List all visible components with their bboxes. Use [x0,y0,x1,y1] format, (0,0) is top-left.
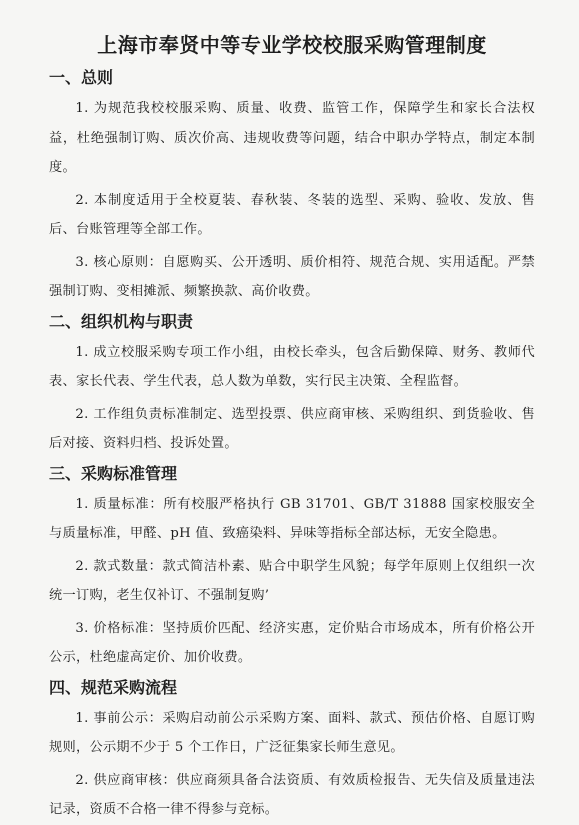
paragraph: 2. 供应商审核：供应商须具备合法资质、有效质检报告、无失信及质量违法记录，资质不合格一律不得参与竞标。 [49,772,535,817]
section-procurement-process [49,676,535,825]
paragraph: 2. 本制度适用于全校夏装、春秋装、冬装的选型、采购、验收、发放、售后、台账管理等全部工作。 [49,192,535,237]
section-organization [49,310,535,459]
document-title: 上海市奉贤中等专业学校校服采购管理制度 [97,33,487,57]
section-standards [49,462,535,673]
paragraph: 2. 款式数量：款式简洁朴素、贴合中职学生风貌；每学年原则上仅组织一次统一订购，老生仅补订、不强制复购’ [49,558,535,603]
paragraph: 1. 质量标准：所有校服严格执行 GB 31701、GB/T 31888 国家校服安全与质量标准，甲醛、pH 值、致癌染料、异味等指标全部达标，无安全隐患。 [49,496,535,541]
paragraph: 1. 事前公示：采购启动前公示采购方案、面料、款式、预估价格、自愿订购规则，公示期不少于 5 个工作日，广泛征集家长师生意见。 [49,710,535,755]
section-heading: 一、总则 [49,68,114,87]
paragraph: 3. 核心原则：自愿购买、公开透明、质价相符、规范合规、实用适配。严禁强制订购、变相摊派、频繁换款、高价收费。 [49,254,535,299]
section-heading: 四、规范采购流程 [49,677,178,697]
section-heading: 三、采购标准管理 [49,463,178,483]
section-general [49,66,535,307]
paragraph: 2. 工作组负责标准制定、选型投票、供应商审核、采购组织、到货验收、售后对接、资料归档、投诉处置。 [49,406,535,451]
section-heading: 二、组织机构与职责 [49,311,194,331]
paragraph: 1. 成立校服采购专项工作小组，由校长牵头，包含后勤保障、财务、教师代表、家长代表、学生代表，总人数为单数，实行民主决策、全程监督。 [49,344,535,389]
paragraph: 1. 为规范我校校服采购、质量、收费、监管工作，保障学生和家长合法权益，杜绝强制订购、质次价高、违规收费等问题，结合中职办学特点，制定本制度。 [49,101,535,175]
paragraph: 3. 价格标准：坚持质价匹配、经济实惠，定价贴合市场成本，所有价格公开公示，杜绝虚高定价、加价收费。 [49,620,535,665]
